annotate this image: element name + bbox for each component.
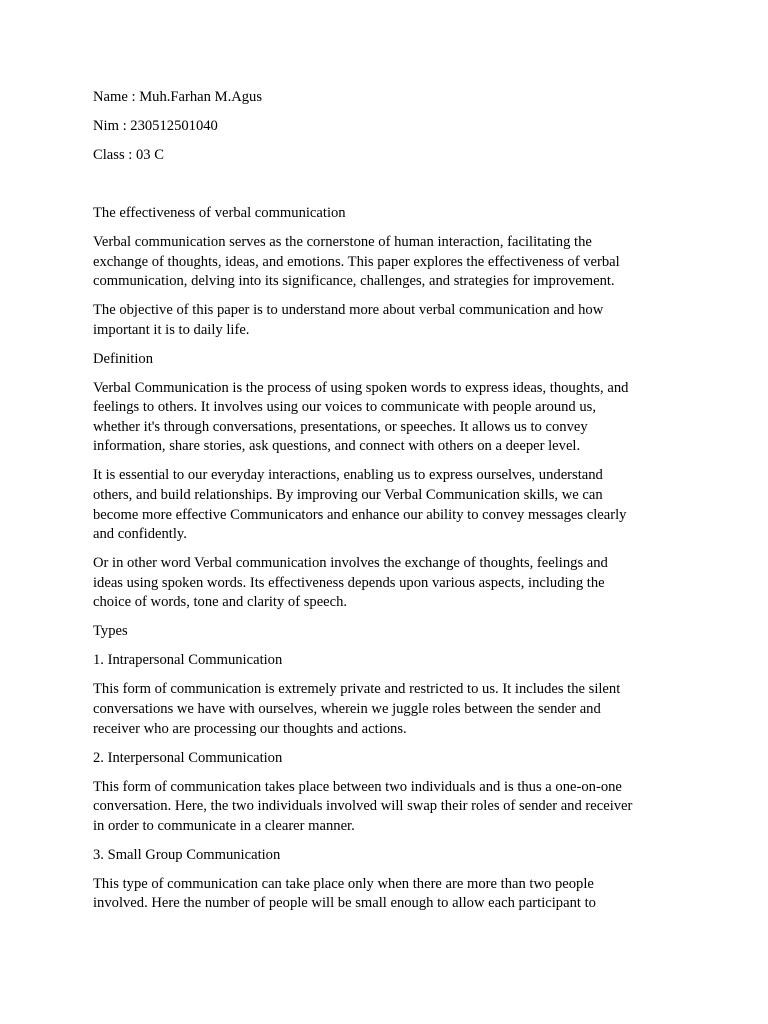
type-3-description xyxy=(93,875,683,914)
definition-paragraph-1 xyxy=(93,379,683,457)
paper-title: The effectiveness of verbal communication xyxy=(93,204,346,221)
student-class: Class : 03 C xyxy=(93,146,164,163)
text-line: communication, delving into its significance, challenges, and strategies for improvement. xyxy=(93,273,615,290)
text-line: conversations we have with ourselves, wherein we juggle roles between the sender and xyxy=(93,700,601,717)
document-body xyxy=(93,88,683,923)
text-line: and confidently. xyxy=(93,526,187,543)
definition-heading: Definition xyxy=(93,350,153,367)
text-line: feelings to others. It involves using our voices to communicate with people around us, xyxy=(93,399,596,416)
definition-paragraph-3 xyxy=(93,554,683,613)
type-1-title: 1. Intrapersonal Communication xyxy=(93,652,283,669)
header-spacer xyxy=(93,175,683,204)
definition-paragraph-2 xyxy=(93,466,683,544)
text-line: become more effective Communicators and enhance our ability to convey messages clearly xyxy=(93,506,627,523)
types-heading: Types xyxy=(93,623,128,640)
text-line: important it is to daily life. xyxy=(93,321,250,338)
text-line: ideas using spoken words. Its effectiveness depends upon various aspects, including the xyxy=(93,574,605,591)
type-2-description xyxy=(93,778,683,837)
text-line: It is essential to our everyday interactions, enabling us to express ourselves, understand xyxy=(93,467,603,484)
text-line: This type of communication can take place only when there are more than two people xyxy=(93,875,594,892)
text-line: whether it's through conversations, presentations, or speeches. It allows us to convey xyxy=(93,418,588,435)
intro-paragraph-1 xyxy=(93,233,683,292)
text-line: choice of words, tone and clarity of speech. xyxy=(93,594,348,611)
text-line: involved. Here the number of people will be small enough to allow each participant to xyxy=(93,895,596,912)
text-line: exchange of thoughts, ideas, and emotions. This paper explores the effectiveness of verbal xyxy=(93,253,620,270)
text-line: information, share stories, ask questions, and connect with others on a deeper level. xyxy=(93,438,581,455)
student-nim: Nim : 230512501040 xyxy=(93,117,218,134)
text-line: others, and build relationships. By improving our Verbal Communication skills, we can xyxy=(93,487,603,504)
text-line: This form of communication is extremely private and restricted to us. It includes the silent xyxy=(93,681,621,698)
text-line: Or in other word Verbal communication involves the exchange of thoughts, feelings and xyxy=(93,555,608,572)
text-line: Verbal Communication is the process of using spoken words to express ideas, thoughts, and xyxy=(93,379,629,396)
text-line: in order to communicate in a clearer manner. xyxy=(93,817,355,834)
text-line: The objective of this paper is to understand more about verbal communication and how xyxy=(93,302,604,319)
type-2-title: 2. Interpersonal Communication xyxy=(93,749,283,766)
student-name: Name : Muh.Farhan M.Agus xyxy=(93,89,263,105)
text-line: This form of communication takes place between two individuals and is thus a one-on-one xyxy=(93,778,622,795)
text-line: receiver who are processing our thoughts and actions. xyxy=(93,720,407,737)
intro-paragraph-2 xyxy=(93,301,683,340)
type-1-description xyxy=(93,680,683,739)
text-line: conversation. Here, the two individuals involved will swap their roles of sender and receiver xyxy=(93,798,633,815)
type-3-title: 3. Small Group Communication xyxy=(93,846,281,863)
text-line: Verbal communication serves as the cornerstone of human interaction, facilitating the xyxy=(93,233,592,250)
